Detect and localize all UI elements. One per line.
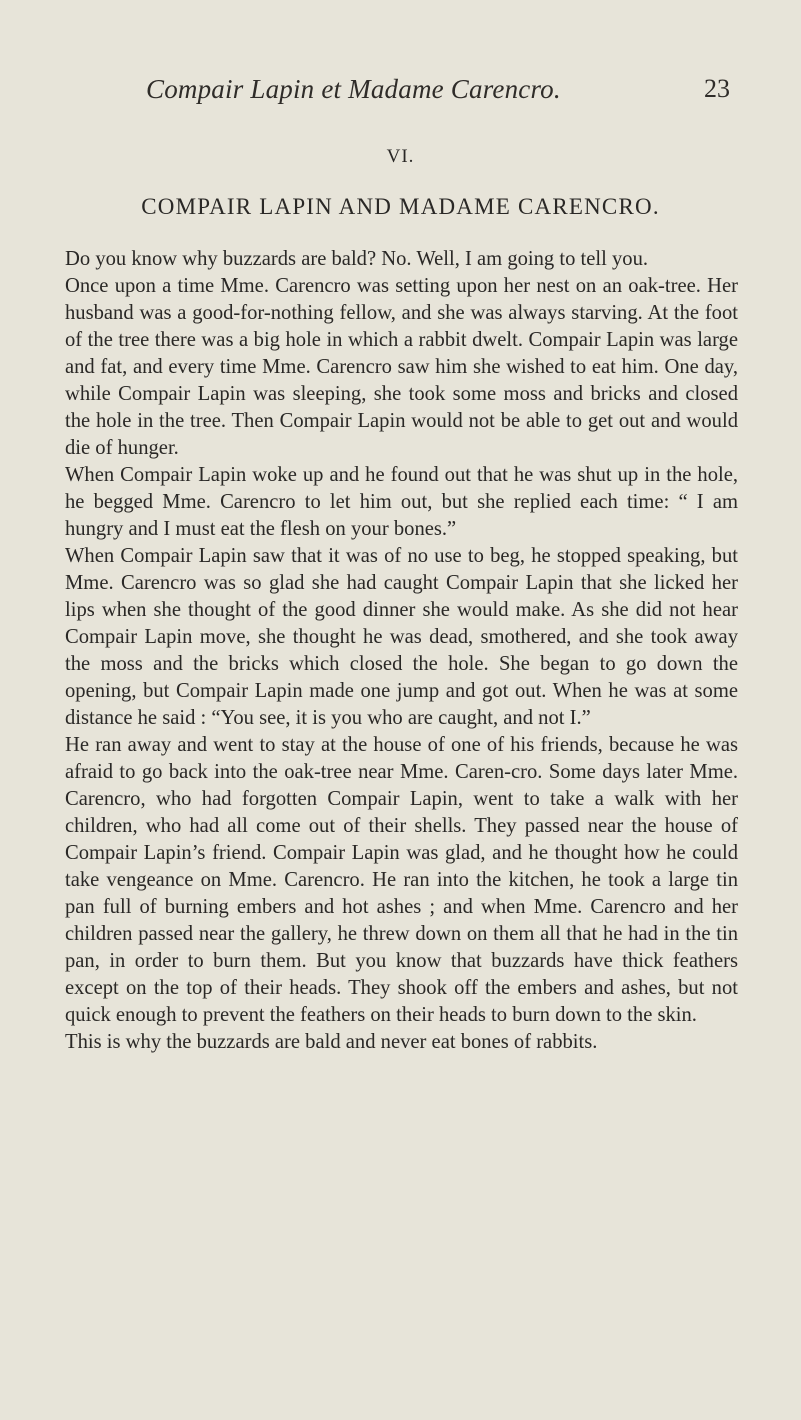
running-head-title: Compair Lapin et Madame Carencro. <box>146 74 561 104</box>
paragraph: This is why the buzzards are bald and never eat bones of rabbits. <box>65 1031 598 1053</box>
chapter-number: VI. <box>386 146 415 167</box>
paragraph: Do you know why buzzards are bald? No. Well, I am going to tell you. <box>65 248 649 270</box>
paragraph: Once upon a time Mme. Carencro was setting upon her nest on an oak-tree. Her husband was a good-for-nothing fellow, and she was always starving. At the foot of the tree there was a big hole in which a rabbit dwelt. Compair Lapin was large and fat, and every time Mme. Carencro saw him she wished to eat him. One day, while Compair Lapin was sleeping, she took some moss and bricks and closed the hole in the tree. Then Compair Lapin would not be able to get out and would die of hunger. <box>65 275 738 459</box>
page-number: 23 <box>704 74 730 103</box>
paragraph: When Compair Lapin woke up and he found out that he was shut up in the hole, he begged Mme. Carencro to let him out, but she replied each time: “ I am hungry and I must eat the flesh on your bones.” <box>65 464 738 540</box>
chapter-title: COMPAIR LAPIN AND MADAME CARENCRO. <box>141 194 660 219</box>
paragraph: He ran away and went to stay at the house of one of his friends, because he was afraid to go back into the oak-tree near Mme. Caren-cro. Some days later Mme. Carencro, who had forgotten Compair Lapin, went to take a walk with her children, who had all come out of their shells. They passed near the house of Compair Lapin’s friend. Compair Lapin was glad, and he thought how he could take vengeance on Mme. Carencro. He ran into the kitchen, he took a large tin pan full of burning embers and hot ashes ; and when Mme. Carencro and her children passed near the gallery, he threw down on them all that he had in the tin pan, in order to burn them. But you know that buzzards have thick feathers except on the top of their heads. They shook off the embers and ashes, but not quick enough to prevent the feathers on their heads to burn down to the skin. <box>65 734 738 1026</box>
story-body <box>65 246 738 1056</box>
paragraph: When Compair Lapin saw that it was of no use to beg, he stopped speaking, but Mme. Carencro was so glad she had caught Compair Lapin that she licked her lips when she thought of the good dinner she would make. As she did not hear Compair Lapin move, she thought he was dead, smothered, and she took away the moss and the bricks which closed the hole. She began to go down the opening, but Compair Lapin made one jump and got out. When he was at some distance he said : “You see, it is you who are caught, and not I.” <box>65 545 738 729</box>
